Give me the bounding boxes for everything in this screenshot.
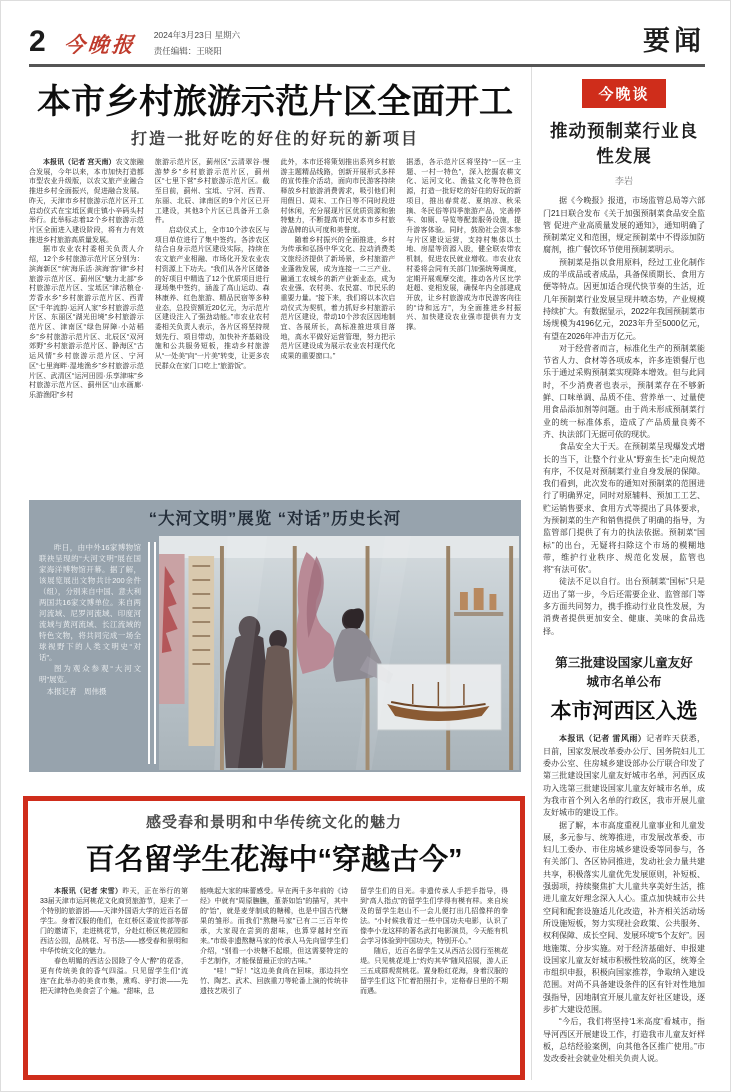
section-title: 要闻 [643, 26, 705, 56]
news-body [543, 733, 705, 1065]
column-badge: 今晚谈 [582, 79, 665, 108]
main-column [29, 67, 521, 1080]
body-text: 能唤起大家的味蕾感受。早在两千多年前的《诗经》中就有“周原膴膴，堇荼如饴”的描写，其中的“饴”，就是麦芽制成的糖稀，也是中国古代糖果的雏形。而我们“熬糖马家”已有二三百年传承，大家现在尝到的甜味，也算穿越时空而来。”市级非遗熬糖马家的传承人马先向留学生们介绍，“别看一小块糖不起眼，但这需要特定的手艺制作，才能保留最正宗的古味。” [200, 888, 348, 966]
news-headline: 本市河西区入选 [550, 700, 698, 724]
publication-date: 2024年3月23日 星期六 [153, 30, 241, 40]
body-text: 启动仪式上，全市10个涉农区与项目单位进行了集中签约。各涉农区结合自身示范片区建设实际，持续在农文旅产业相融、市场化开发农业农村资源上下功夫。“我们从各片区储备的好项目中精选了12个优质项目进行现场集中签约，涵盖了高山运动、森林康养、红色旅游、精品民宿等多种业态，总投资额近20亿元，为示范片区建设注入了强劲动能。”市农业农村委相关负责人表示，各片区将坚持规划先行、项目带动，加快补齐基础设施和公共服务短板，推动乡村旅游从“一处美”向“一片美”转变，让更多农民群众在家门口吃上“旅游饭”。 [154, 227, 270, 370]
body-text: 昨天，正在举行的第33届天津市运河桃花文化商贸旅游节，迎来了一个特别的旅游团——天津外国语大学的近百名留学生。身着汉服的他们，在红桥区委宣传部等部门的邀请下，走进桃花节，分赴红桥区桃花园和西沽公园，品桃花、写书法——感受春和景明和中华传统文化的魅力。 [40, 888, 188, 956]
body-text: 据了解，本市高度重视儿童事业和儿童发展，多元参与、统筹推进，市发展改革委、市妇儿工委办、市住房城乡建设委等同参与，各有关部门、各区协同推进，发动社会力量共建共享，积极落实儿童优先发展原则，补短板、强弱项，持续聚焦扩大儿童共享美好生活，推进儿童友好理念深入人心。重点加快城市公共空间和配套设施适儿化改造，补齐相关活动场所设施短板，努力实现社会政策、公共服务、权利保障、成长空间、发展环境“5个友好”。因地施策、分步实施。对于经济基础好、申报建设国家儿童友好城市积极性较高的区，统筹全市组织申报，积极向国家推荐，争取纳入建设范围。对尚不具备建设条件的区有针对性地加强指导，因地制宜开展儿童友好社区建设，逐步扩大建设范围。 [543, 820, 705, 1014]
editor-line: 责任编辑：王晓阳 [153, 46, 222, 57]
body-text: 预制菜是指以食用原料，经过工业化制作成的半成品或者成品，具备保质期长、食用方便等特点。因更加适合现代快节奏的生活，近几年预制菜行业发展呈现井喷态势，产业规模持续扩大。有数据显示，2022年我国预制菜市场规模为4196亿元，2023年升至5000亿元，有望在2026年冲击万亿元。 [543, 257, 705, 341]
caption-divider-stripes [148, 542, 157, 764]
body-text: 农文旅融合发展，今年以来，本市加快打造都市型农业升级版，以农文旅产业融合推进乡村全面振兴，促进融合发展。昨天，天津市乡村旅游示范片区开工启动仪式在宝坻区黄庄镇小辛码头村举行。此举标志着12个乡村旅游示范片区全面进入建设阶段，将有力有效推进乡村旅游高质量发展。 [29, 159, 144, 244]
feature-article-box [23, 796, 525, 1080]
news-kicker: 第三批建设国家儿童友好城市名单公布 [555, 655, 693, 689]
date-editor-block [154, 27, 240, 59]
body-text: 留学生们的目光。非遗传承人手把手指导，得到“高人指点”的留学生们学得有模有样。来自埃及的留学生赵山不一会儿便打出几招像样的拳法。“小时候我看过一些中国功夫电影，认识了像李小龙这样的著名武打电影演员，今天能有机会学习体验到中国功夫，特别开心。” [360, 888, 508, 946]
feature-headline: 百名留学生花海中“穿越古今” [85, 844, 463, 877]
feature-body-col-1 [40, 887, 188, 1069]
main-body-col-2 [155, 158, 270, 488]
body-text: 据悉，各示范片区将坚持“一区一主题、一村一特色”，深入挖掘农耕文化、运河文化、渔盐文化等特色资源，打造一批好吃的好住的好玩的新项目，推出春赏花、夏纳凉、秋采摘、冬民俗等四季旅游产品，完善停车、如厕、导览等配套服务设施，提升游客体验。同时，鼓励社会资本参与片区建设运营，支持村集体以土地、房屋等资源入股，健全联农带农机制，促进农民就业增收。市农业农村委将会同有关部门加强统筹调度，定期开展观摩交流，推动各片区比学赶超、竞相发展，确保年内全部建成开放，让乡村旅游成为市民游客向往的“诗和远方”，为全面推进乡村振兴、加快建设农业强市提供有力支撑。 [406, 159, 521, 332]
main-body-col-3 [281, 158, 396, 488]
byline-lead: 本报讯（记者 雷风雨） [559, 734, 647, 744]
main-article-body [29, 158, 521, 488]
body-text: 据市农业农村委相关负责人介绍，12个乡村旅游示范片区分别为：滨海新区“‘缤’海乐活·滨海‘韵’律”乡村旅游示范片区、蓟州区“魅力北部”乡村旅游示范片区、宝坻区“津沽粮仓·芳香水乡”乡村旅游示范片区、西青区“千年流韵·运河人家”乡村旅游示范片区、东丽区“湖光田境”乡村旅游示范片区、津南区“绿色屏障·小站稻乡”乡村旅游示范片区、北辰区“双河郊野”乡村旅游示范片区、静海区“古运风情”乡村旅游示范片区、宁河区“七里海畔·湿地渔乡”乡村旅游示范片区、武清区“运河田园·乐享津味”乡村旅游示范片区、蓟州区“山水画廊·乐游渔阳”乡村 [29, 246, 144, 399]
byline-lead: 本报讯（记者 宫天南） [43, 159, 116, 167]
page-header [29, 25, 705, 59]
main-body-col-1 [29, 158, 144, 488]
feature-body-col-2 [200, 887, 348, 1069]
photo-caption-note: 图为观众参观“大河文明”展览。 [39, 664, 141, 685]
feature-body-col-3 [360, 887, 508, 1069]
body-text: 随着乡村振兴的全面推进，乡村为传承和弘扬中华文化、拉动消费类文旅经济提供了新场景，乡村旅游产业蓬勃发展，成为连接一二三产业、融通工农城乡的新产业新业态，成为农业强、农村美、农民富、市民乐的重要力量。“接下来，我们将以本次启动仪式为契机，着力抓好乡村旅游示范片区建设，带动10个涉农区因地制宜、各展所长，高标准推进项目落地，高水平做好运营管理，努力把示范片区建设成为展示农业农村现代化成果的重要窗口。” [280, 236, 396, 361]
sidebar-column [531, 67, 705, 1080]
body-text: 随后，近百名留学生又从西沽公园行至桃花堤。只见桃花堤上“灼灼其华”随风招展，游人正三五成群观赏桃花。置身粉红花海，身着汉服的留学生们这下忙着拍照打卡，定格春日里的不期而遇。 [360, 948, 508, 996]
exhibition-photo [159, 534, 521, 772]
body-text: 徒法不足以自行。出台预制菜“国标”只是迈出了第一步，今后还需要企业、监管部门等多方面共同努力，携手推动行业良性发展，为消费者提供更加安全、健康、美味的食品选择。 [543, 577, 705, 636]
page-content [29, 67, 705, 1080]
photo-story-section [29, 500, 521, 772]
commentary-headline: 推动预制菜行业良性发展 [550, 121, 698, 167]
page-number: 2 [29, 25, 46, 58]
body-text: 食品安全大于天。在预制菜呈现爆发式增长的当下，让整个行业从“野蛮生长”走向规范有序，不仅是对预制菜行业自身发展的保障。我们看到，此次发布的通知对预制菜的范围进行了明确界定，同时对原辅料、预加工工艺、贮运销售要求、食用方式等提出了具体要求，为预制菜的生产和销售提供了明确的指导，为监管部门提供了有力的执法依据。预制菜“国标”的出台，无疑将扫除这个市场的模糊地带，维护行业秩序、规范化发展，监管也将“有法可依”。 [543, 442, 705, 575]
main-headline: 本市乡村旅游示范片区全面开工 [37, 83, 513, 122]
body-text: “今后，我们将坚持‘1米高度’看城市，指导河西区开展建设工作，打造我市儿童友好样板，总结经验案例，向其他各区推广使用。”市发改委社会就业处相关负责人说。 [543, 1017, 705, 1064]
exhibition-photo-art [159, 536, 519, 770]
feature-kicker: 感受春和景明和中华传统文化的魅力 [145, 814, 402, 832]
commentary-byline: 李岩 [614, 176, 633, 187]
photo-caption: 昨日，由中外16家博物馆联袂呈现的“大河文明”展在国家海洋博物馆开幕。据了解，该展览展出文物共计200余件（组），分别来自中国、意大利两国共16家文博单位。来自两河流域、尼罗河流域、印度河流域与黄河流域、长江流域的特色文物，将共同完成一场全球视野下的人类文明史“对话”。 [39, 543, 141, 663]
photo-story-title: “大河文明”展览 “对话”历史长河 [148, 510, 402, 529]
body-text: 春色明媚的西沽公园除了令人“醉”的花香，更有传统美食的香气四溢。只见留学生们“流连”在此举办的美食市集，熏鸡、驴打滚——先把天津特色美食尝了个遍。“甜味，总 [40, 958, 188, 996]
feature-article-body [40, 887, 508, 1069]
body-text: 对于经营者而言，标准化生产的预制菜能节省人力、食材等各项成本，许多连锁餐厅也乐于通过采购预制菜实现降本增效。但与此同时，不少消费者也表示，预制菜存在不够新鲜、口味单调、品质不佳、营养单一、过量使用食品添加剂等问题。由于尚未形成预制菜行业的统一标准体系，造成了产品质量良莠不齐、执法部门无据可依的现状。 [543, 343, 705, 439]
body-text: 据《今晚报》报道，市场监管总局等六部门21日联合发布《关于加强预制菜食品安全监管 促进产业高质量发展的通知》，通知明确了预制菜定义和范围，规定预制菜中不得添加防腐剂，推广餐饮环节使用预制菜明示。 [543, 196, 705, 255]
main-body-col-4 [406, 158, 521, 488]
photo-story-content [29, 534, 521, 772]
masthead-logo: 今晚报 [62, 33, 137, 57]
body-text: 旅游示范片区，蓟州区“云清翠谷·慢游梦乡”乡村旅游示范片区，蓟州区“七里下营”乡村旅游示范片区。截至目前，蓟州、宝坻、宁河、西青、东丽、北辰、津南区的9个片区已开工建设，其他3个片区已具备开工条件。 [154, 159, 270, 225]
photo-caption-panel [29, 534, 147, 772]
body-text: “哇！”“好！”这边美食尚在回味，那边抖空竹、陶艺、武术、回族重刀等轮番上演的传统非遗技艺吸引了 [200, 968, 348, 996]
main-subtitle: 打造一批好吃的好住的好玩的新项目 [130, 131, 419, 149]
commentary-body [543, 195, 705, 638]
body-text: 记者昨天获悉，日前，国家发展改革委办公厅、国务院妇儿工委办公室、住房城乡建设部办公厅联合印发了第三批建设国家儿童友好城市名单，河西区成功入选第三批建设国家儿童友好城市名单，成为我市首个列入名单的行政区，我市开展儿童友好城市的建设工作。 [543, 734, 705, 818]
body-text: 此外，本市还将策划推出系列乡村旅游主题精品线路，创新开展形式多样的宣传推介活动，面向市民游客持续释放乡村旅游消费需求，吸引他们利用假日、周末、工作日等不同时段进村休闲，充分展现片区优质资源和独特魅力，不断提高市民对本市乡村旅游品牌的认可度和美誉度。 [280, 159, 396, 234]
photo-credit: 本报记者 周伟摄 [46, 687, 107, 697]
byline-lead: 本报讯（记者 宋雪） [54, 888, 123, 896]
